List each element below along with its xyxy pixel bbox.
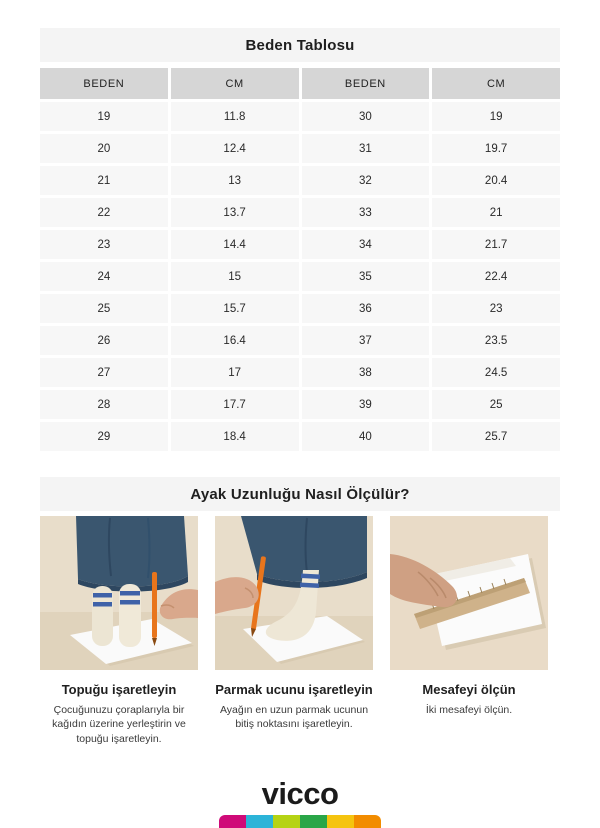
step-caption-measure [390, 682, 548, 746]
step-description: Çocuğunuzu çoraplarıyla bir kağıdın üzerine yerleştirin ve topuğu işaretleyin. [52, 704, 186, 745]
size-table-cell: 39 [302, 390, 430, 419]
size-table-cell: 13 [171, 166, 299, 195]
step-photos [40, 516, 560, 670]
size-table-cell: 37 [302, 326, 430, 355]
size-table-cell: 21 [432, 198, 560, 227]
size-table-cell: 27 [40, 358, 168, 387]
size-table-cell: 24 [40, 262, 168, 291]
size-table-cell: 35 [302, 262, 430, 291]
size-table-cell: 12.4 [171, 134, 299, 163]
size-table-cell: 15 [171, 262, 299, 291]
size-table-cell: 40 [302, 422, 430, 451]
size-table-cell: 26 [40, 326, 168, 355]
step-captions [40, 682, 560, 746]
size-table [40, 68, 560, 451]
size-table-cell: 25 [40, 294, 168, 323]
size-table-cell: 28 [40, 390, 168, 419]
column-header-cm-1: CM [171, 68, 299, 99]
vicco-logo: vicco [261, 776, 339, 811]
size-table-cell: 23 [432, 294, 560, 323]
brand-footer [0, 778, 600, 828]
step-caption-mark-toe [215, 682, 373, 746]
column-header-beden-1: BEDEN [40, 68, 168, 99]
size-table-cell: 14.4 [171, 230, 299, 259]
size-table-cell: 20.4 [432, 166, 560, 195]
size-table-cell: 16.4 [171, 326, 299, 355]
size-table-cell: 38 [302, 358, 430, 387]
size-table-cell: 19 [40, 102, 168, 131]
size-table-cell: 23 [40, 230, 168, 259]
brand-color-bar [219, 815, 381, 828]
mark-heel-photo [40, 516, 198, 670]
page [0, 28, 600, 746]
size-table-cell: 20 [40, 134, 168, 163]
size-table-cell: 18.4 [171, 422, 299, 451]
step-title: Parmak ucunu işaretleyin [215, 682, 373, 697]
size-table-cell: 34 [302, 230, 430, 259]
column-header-cm-2: CM [432, 68, 560, 99]
measure-section-title: Ayak Uzunluğu Nasıl Ölçülür? [40, 477, 560, 511]
size-table-title: Beden Tablosu [40, 28, 560, 62]
size-table-cell: 17 [171, 358, 299, 387]
brand-color-segment [246, 815, 273, 828]
measure-distance-photo [390, 516, 548, 670]
size-table-cell: 30 [302, 102, 430, 131]
size-table-cell: 29 [40, 422, 168, 451]
size-table-cell: 15.7 [171, 294, 299, 323]
size-table-cell: 25 [432, 390, 560, 419]
step-caption-mark-heel [40, 682, 198, 746]
size-table-cell: 36 [302, 294, 430, 323]
mark-toe-photo [215, 516, 373, 670]
size-table-cell: 31 [302, 134, 430, 163]
size-table-cell: 25.7 [432, 422, 560, 451]
size-table-cell: 17.7 [171, 390, 299, 419]
brand-color-segment [219, 815, 246, 828]
step-description: Ayağın en uzun parmak ucunun bitiş noktasını işaretleyin. [219, 704, 369, 731]
step-description: İki mesafeyi ölçün. [425, 704, 513, 716]
size-table-cell: 22 [40, 198, 168, 227]
size-table-cell: 19.7 [432, 134, 560, 163]
step-title: Mesafeyi ölçün [422, 682, 516, 697]
brand-color-segment [300, 815, 327, 828]
size-table-cell: 11.8 [171, 102, 299, 131]
size-table-cell: 21 [40, 166, 168, 195]
step-title: Topuğu işaretleyin [61, 682, 177, 697]
size-table-cell: 23.5 [432, 326, 560, 355]
size-table-cell: 24.5 [432, 358, 560, 387]
size-table-cell: 22.4 [432, 262, 560, 291]
size-table-cell: 33 [302, 198, 430, 227]
size-table-cell: 13.7 [171, 198, 299, 227]
size-table-cell: 21.7 [432, 230, 560, 259]
size-table-cell: 19 [432, 102, 560, 131]
brand-color-segment [273, 815, 300, 828]
size-table-cell: 32 [302, 166, 430, 195]
brand-color-segment [354, 815, 381, 828]
brand-color-segment [327, 815, 354, 828]
column-header-beden-2: BEDEN [302, 68, 430, 99]
